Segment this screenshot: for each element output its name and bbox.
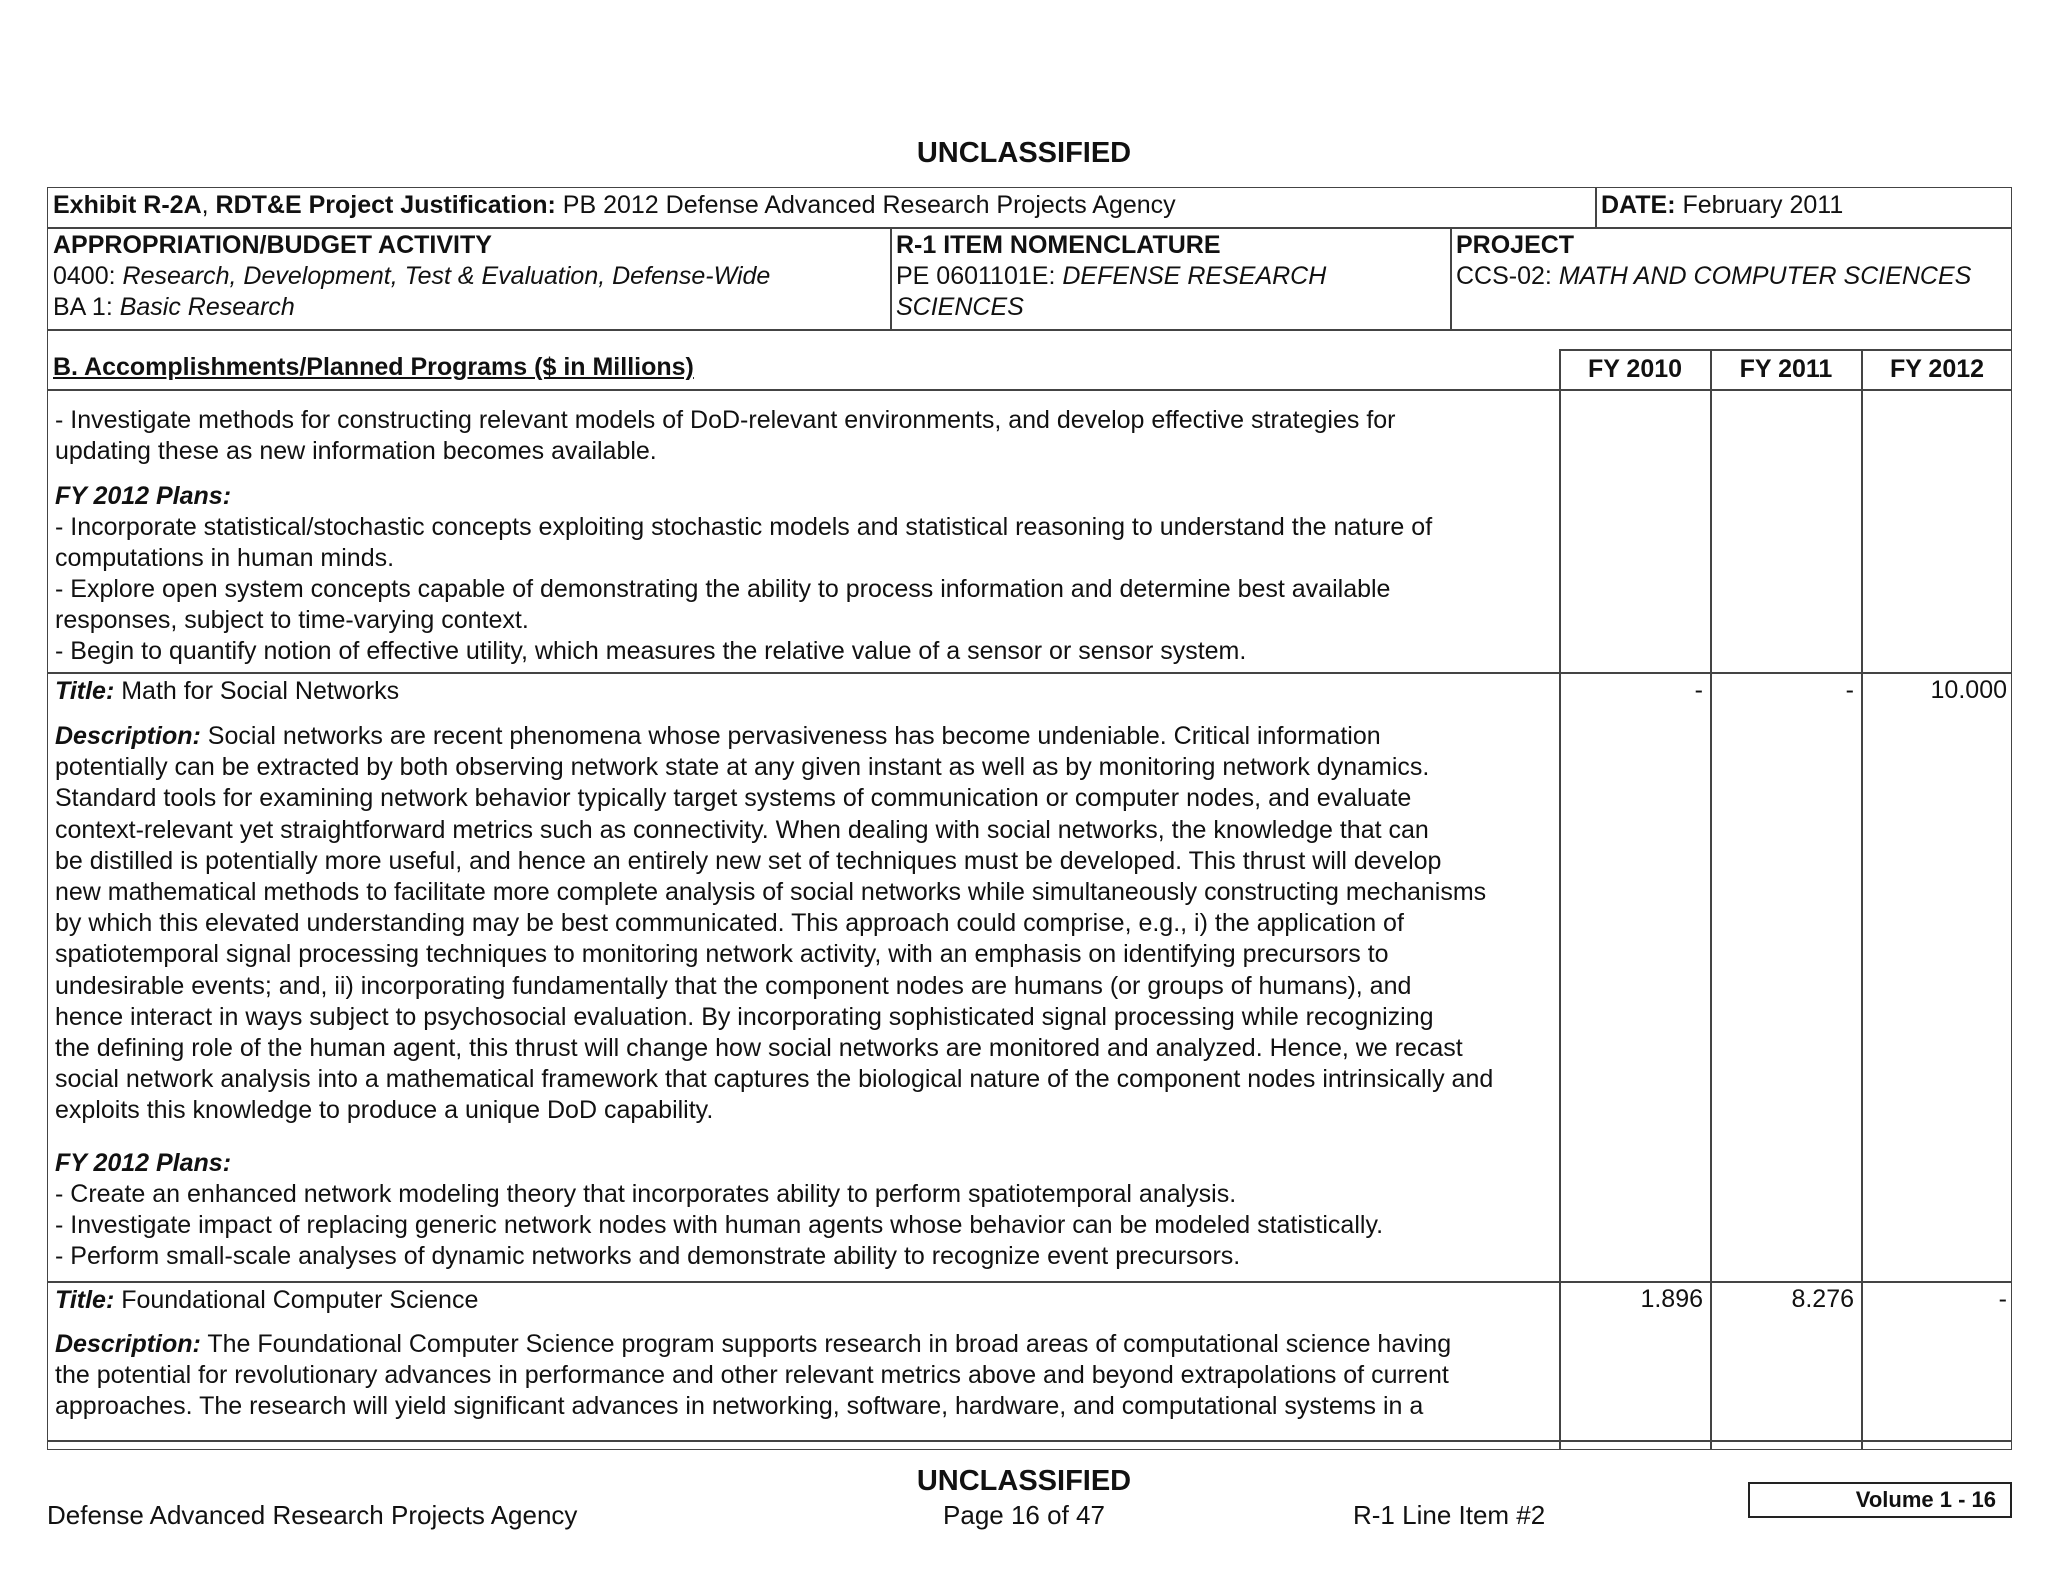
block3-fy2012-value: - (1998, 1285, 2007, 1313)
block1-bullet4: - Begin to quantify notion of effective utility, which measures the relative value of a sensor or sensor system. (55, 637, 1247, 665)
description-line: approaches. The research will yield significant advances in networking, software, hardware, and computational systems in a (55, 1392, 1424, 1421)
block3-title (55, 1285, 478, 1316)
description-line: social network analysis into a mathematical framework that captures the biological nature of the component nodes intrinsically and (55, 1065, 1494, 1094)
block1-bullet1-cont: updating these as new information becomes available. (55, 437, 657, 465)
block3-fy2010-value: 1.896 (1640, 1285, 1703, 1313)
description-line: the potential for revolutionary advances in performance and other relevant metrics above and beyond extrapolations of current (55, 1361, 1449, 1390)
classification-bottom: UNCLASSIFIED (916, 1465, 1132, 1497)
block2-title (55, 676, 399, 707)
block2-fy2012-value: 10.000 (1930, 676, 2007, 704)
divider (1450, 227, 1452, 329)
block3-title-label: Title: (55, 1286, 115, 1314)
description-line: Standard tools for examining network behavior typically target systems of communication or computer nodes, and evaluate (55, 784, 1412, 813)
ba-code: BA 1: (53, 293, 120, 321)
block2-title-label: Title: (55, 677, 115, 705)
ba-name: Basic Research (119, 293, 295, 321)
block1-bullet2-cont: computations in human minds. (55, 544, 395, 572)
description-line: potentially can be extracted by both observing network state at any given instant as well as by monitoring network dynamics. (55, 753, 1430, 782)
description-line: context-relevant yet straightforward metrics such as connectivity. When dealing with social networks, the knowledge that can (55, 815, 1429, 844)
description-line: undesirable events; and, ii) incorporating fundamentally that the component nodes are humans (or groups of humans), and (55, 971, 1412, 1000)
fy2012-header: FY 2012 (1889, 355, 1985, 383)
footer-page: Page 16 of 47 (943, 1500, 1105, 1530)
row-divider (47, 672, 2012, 674)
footer-line-item: R-1 Line Item #2 (1353, 1500, 1546, 1530)
block2-plan-item: - Perform small-scale analyses of dynamic networks and demonstrate ability to recognize event precursors. (55, 1242, 1241, 1270)
description-line: by which this elevated understanding may be best communicated. This approach could comprise, e.g., i) the application of (55, 909, 1404, 938)
justification-text: PB 2012 Defense Advanced Research Projects Agency (555, 191, 1176, 219)
block2-fy2010-value: - (1694, 676, 1703, 704)
divider (1595, 187, 1597, 227)
divider (47, 329, 2012, 331)
block2-plans-label: FY 2012 Plans: (55, 1149, 232, 1177)
project-label: PROJECT (1456, 231, 1575, 259)
justification-label: RDT&E Project Justification: (215, 191, 556, 219)
block1-plans-label: FY 2012 Plans: (55, 482, 232, 510)
appropriation-label: APPROPRIATION/BUDGET ACTIVITY (53, 231, 492, 259)
block1-bullet1: - Investigate methods for constructing relevant models of DoD-relevant environments, and develop effective strategies for (55, 406, 1396, 434)
exhibit-label: Exhibit R-2A (53, 191, 202, 219)
section-title: B. Accomplishments/Planned Programs ($ in Millions) (53, 353, 694, 381)
nomenclature-label: R-1 ITEM NOMENCLATURE (896, 231, 1221, 259)
classification-top: UNCLASSIFIED (916, 137, 1132, 169)
volume-label: Volume 1 - 16 (1855, 1487, 1996, 1512)
pe-name-cont: SCIENCES (896, 293, 1024, 321)
divider (890, 227, 892, 329)
block3-description-label: Description: (55, 1330, 201, 1358)
row-divider (47, 1281, 2012, 1283)
description-line: Social networks are recent phenomena whose pervasiveness has become undeniable. Critical information (200, 722, 1381, 750)
divider (47, 227, 2012, 229)
description-line: exploits this knowledge to produce a unique DoD capability. (55, 1096, 714, 1125)
description-line: the defining role of the human agent, this thrust will change how social networks are monitored and analyzed. Hence, we recast (55, 1034, 1463, 1063)
exhibit-title (53, 190, 1176, 221)
block2-plan-item: - Create an enhanced network modeling theory that incorporates ability to perform spatiotemporal analysis. (55, 1180, 1237, 1208)
block1-bullet3: - Explore open system concepts capable of demonstrating the ability to process information and determine best available (55, 575, 1391, 603)
block2-description (55, 721, 1555, 1127)
appropriation-name: Research, Development, Test & Evaluation, Defense-Wide (122, 262, 771, 290)
appropriation-code: 0400: (53, 262, 123, 290)
bottom-rule (47, 1440, 2012, 1442)
volume-box (1748, 1482, 2012, 1518)
block3-fy2011-value: 8.276 (1791, 1285, 1854, 1313)
block2-description-label: Description: (55, 722, 201, 750)
description-line: The Foundational Computer Science program supports research in broad areas of computational science having (200, 1330, 1452, 1358)
exhibit-sep: , (201, 191, 216, 219)
block3-title-text: Foundational Computer Science (114, 1286, 479, 1314)
fy2011-header: FY 2011 (1739, 355, 1833, 383)
appropriation-value (53, 261, 770, 292)
pe-code: PE 0601101E: (896, 262, 1063, 290)
pe-name: DEFENSE RESEARCH (1062, 262, 1327, 290)
pe-value (896, 261, 1326, 292)
project-code: CCS-02: (1456, 262, 1559, 290)
description-line: spatiotemporal signal processing techniques to monitoring network activity, with an emphasis on identifying precursors to (55, 940, 1389, 969)
project-value (1456, 261, 1971, 292)
block2-plan-item: - Investigate impact of replacing generic network nodes with human agents whose behavior can be modeled statistically. (55, 1211, 1384, 1239)
fy2010-header: FY 2010 (1587, 355, 1683, 383)
block2-fy2011-value: - (1845, 676, 1854, 704)
date-label: DATE: (1601, 191, 1676, 219)
footer-agency: Defense Advanced Research Projects Agency (47, 1500, 578, 1530)
block1-bullet3-cont: responses, subject to time-varying context. (55, 606, 529, 634)
block1-bullet2: - Incorporate statistical/stochastic concepts exploiting stochastic models and statistical reasoning to understand the nature of (55, 513, 1433, 541)
description-line: be distilled is potentially more useful, and hence an entirely new set of techniques must be developed. This thrust will develop (55, 846, 1442, 875)
project-name: MATH AND COMPUTER SCIENCES (1558, 262, 1972, 290)
description-line: new mathematical methods to facilitate more complete analysis of social networks while simultaneously constructing mechanisms (55, 878, 1487, 907)
budget-activity (53, 292, 295, 323)
date-value: February 2011 (1675, 191, 1844, 219)
divider (1559, 349, 2012, 351)
date-field (1601, 190, 1843, 221)
block3-description (55, 1329, 1555, 1423)
block2-title-text: Math for Social Networks (114, 677, 400, 705)
divider (47, 389, 2012, 391)
description-line: hence interact in ways subject to psychosocial evaluation. By incorporating sophisticated signal processing while recognizing (55, 1002, 1434, 1031)
